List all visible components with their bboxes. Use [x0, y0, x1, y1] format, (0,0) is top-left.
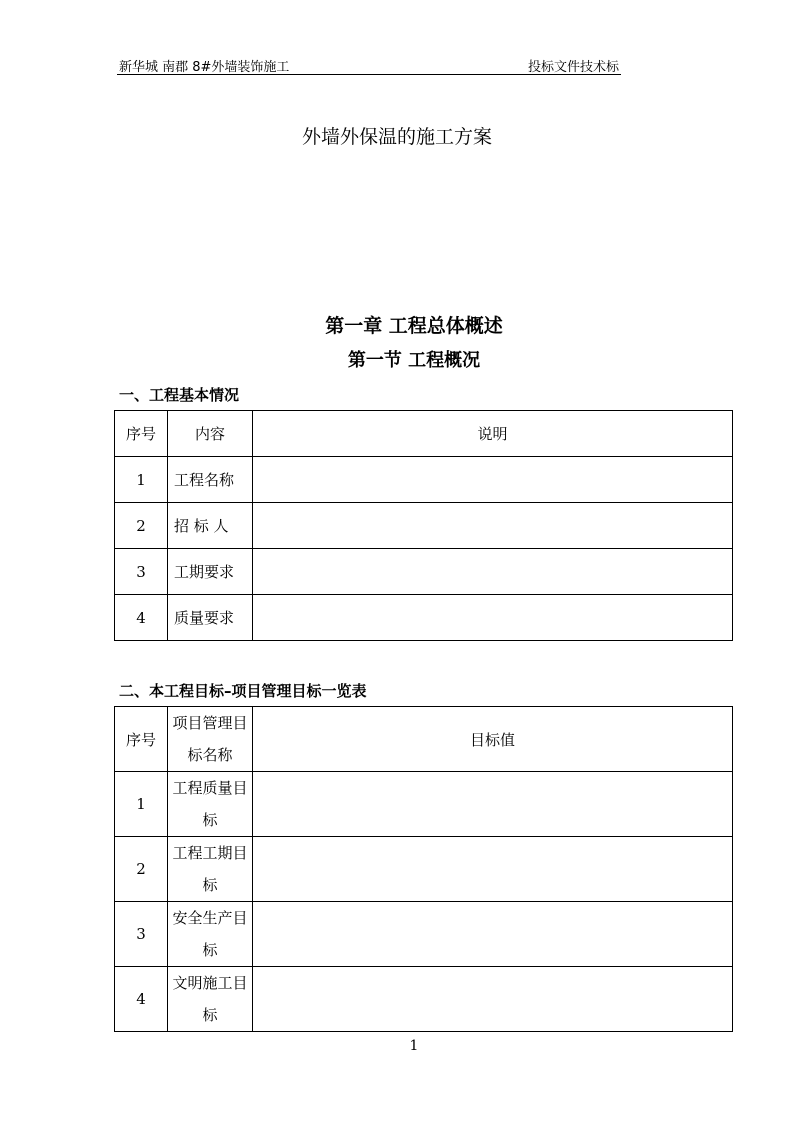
row-goal-name: 工程质量目标 — [168, 772, 253, 837]
row-seq: 2 — [115, 837, 168, 902]
table-row — [115, 457, 733, 503]
row-seq: 2 — [115, 503, 168, 549]
basic-info-table — [114, 410, 733, 641]
row-content: 工期要求 — [168, 549, 253, 595]
row-goal-name: 安全生产目标 — [168, 902, 253, 967]
row-seq: 3 — [115, 902, 168, 967]
table-row — [115, 772, 733, 837]
row-goal-value — [253, 772, 733, 837]
row-desc — [253, 595, 733, 641]
row-desc — [253, 549, 733, 595]
row-seq: 3 — [115, 549, 168, 595]
document-title: 外墙外保温的施工方案 — [301, 126, 492, 148]
row-goal-value — [253, 967, 733, 1032]
part1-heading: 一、工程基本情况 — [119, 386, 240, 404]
row-content: 工程名称 — [168, 457, 253, 503]
column-header-desc: 说明 — [253, 411, 733, 457]
part2-heading: 二、本工程目标–项目管理目标一览表 — [119, 682, 367, 700]
row-goal-name: 工程工期目标 — [168, 837, 253, 902]
chapter-heading: 第一章 工程总体概述 — [325, 315, 503, 337]
header-doc-type: 投标文件技术标 — [527, 60, 619, 75]
row-seq: 4 — [115, 595, 168, 641]
column-header-seq: 序号 — [115, 707, 168, 772]
row-seq: 4 — [115, 967, 168, 1032]
table-header-row — [115, 411, 733, 457]
row-seq: 1 — [115, 772, 168, 837]
page-number: 1 — [409, 1038, 419, 1054]
table-row — [115, 503, 733, 549]
row-goal-name: 文明施工目标 — [168, 967, 253, 1032]
table-row — [115, 837, 733, 902]
page-header — [117, 56, 621, 75]
table-row — [115, 595, 733, 641]
table-row — [115, 967, 733, 1032]
row-content: 招 标 人 — [168, 503, 253, 549]
table-row — [115, 902, 733, 967]
row-goal-value — [253, 902, 733, 967]
management-goals-table — [114, 706, 733, 1032]
column-header-goal-name: 项目管理目标名称 — [168, 707, 253, 772]
row-desc — [253, 503, 733, 549]
column-header-goal-value: 目标值 — [253, 707, 733, 772]
row-desc — [253, 457, 733, 503]
section-heading: 第一节 工程概况 — [347, 350, 481, 371]
column-header-seq: 序号 — [115, 411, 168, 457]
column-header-content: 内容 — [168, 411, 253, 457]
table-row — [115, 549, 733, 595]
table-header-row — [115, 707, 733, 772]
row-content: 质量要求 — [168, 595, 253, 641]
header-project-name: 新华城 南郡 8#外墙装饰施工 — [119, 60, 290, 75]
row-seq: 1 — [115, 457, 168, 503]
row-goal-value — [253, 837, 733, 902]
